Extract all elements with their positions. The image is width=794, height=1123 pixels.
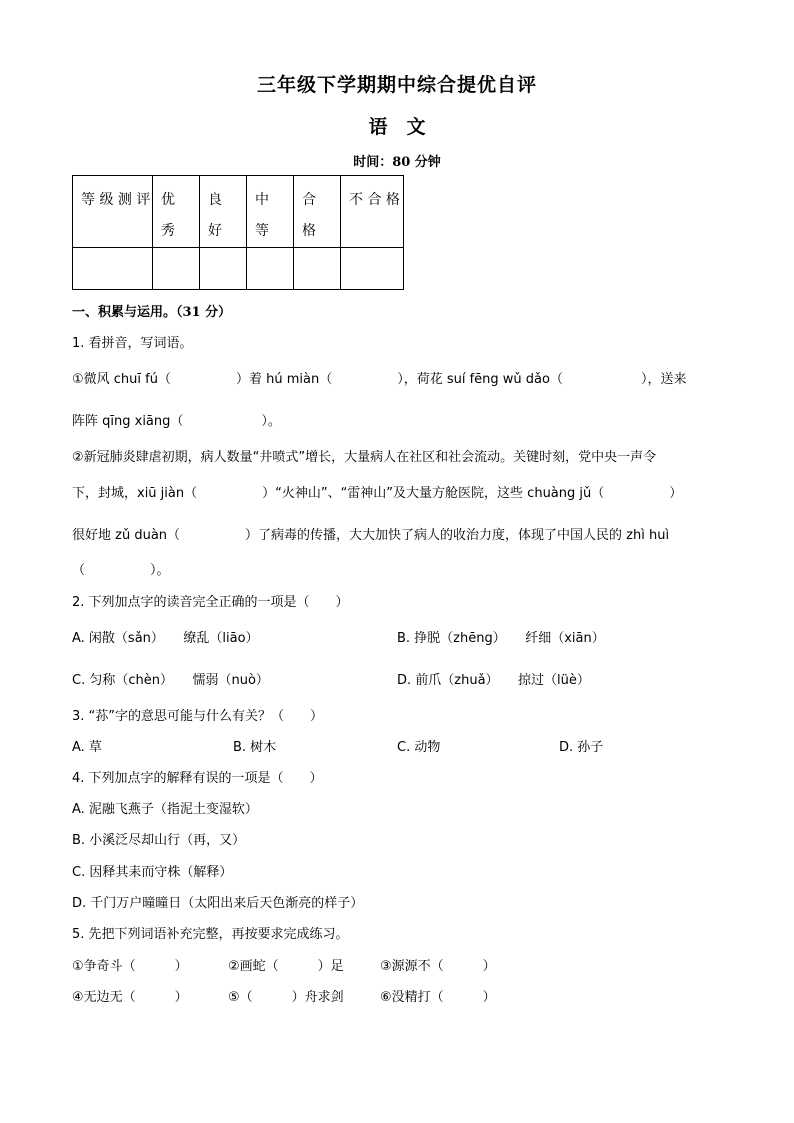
idiom-item: ③源源不（ ）	[380, 959, 496, 974]
grade-blank-cell[interactable]	[294, 248, 341, 290]
question-line: ①微风 chuī fú（ ）着 hú miàn（ ），荷花 suí fēng wǔ dǎo（ ），送来	[72, 372, 687, 387]
option-a[interactable]: A. 泥融飞燕子（指泥土变湿软）	[72, 802, 258, 817]
option-d[interactable]: D. 前爪（zhuǎ） 掠过（lüè）	[397, 673, 590, 688]
question-line: （ ）。	[72, 563, 170, 578]
grade-header-cell: 合 格	[294, 176, 341, 248]
question-stem: 4. 下列加点字的解释有误的一项是（ ）	[72, 771, 323, 786]
question-stem: 5. 先把下列词语补充完整，再按要求完成练习。	[72, 927, 349, 942]
grade-blank-cell[interactable]	[341, 248, 404, 290]
grade-header-cell: 良 好	[200, 176, 247, 248]
question-stem: 1. 看拼音，写词语。	[72, 336, 193, 351]
question-line: 很好地 zǔ duàn（ ）了病毒的传播，大大加快了病人的收治力度，体现了中国人民的 zhì huì	[72, 528, 670, 543]
grade-table	[72, 175, 404, 290]
grade-blank-cell[interactable]	[247, 248, 294, 290]
option-c[interactable]: C. 动物	[397, 740, 441, 755]
question-stem: 3. “荪”字的意思可能与什么有关？（ ）	[72, 709, 324, 724]
subject-title: 语 文	[368, 116, 426, 138]
grade-table-blank-row	[73, 248, 404, 290]
grade-header-cell: 等 级 测 评	[73, 176, 153, 248]
option-a[interactable]: A. 闲散（sǎn） 缭乱（liāo）	[72, 631, 259, 646]
grade-table-header-row	[73, 176, 404, 248]
idiom-item: ④无边无（ ）	[72, 990, 188, 1005]
option-b[interactable]: B. 树木	[233, 740, 277, 755]
question-line: 阵阵 qīng xiāng（ ）。	[72, 414, 281, 429]
option-d[interactable]: D. 孙子	[559, 740, 604, 755]
idiom-item: ⑥没精打（ ）	[380, 990, 496, 1005]
grade-header-cell: 不 合 格	[341, 176, 404, 248]
idiom-item: ①争奇斗（ ）	[72, 959, 188, 974]
idiom-item: ②画蛇（ ）足	[228, 959, 344, 974]
grade-blank-cell[interactable]	[153, 248, 200, 290]
idiom-item: ⑤（ ）舟求剑	[228, 990, 344, 1005]
option-c[interactable]: C. 因释其耒而守株（解释）	[72, 865, 233, 880]
question-stem: 2. 下列加点字的读音完全正确的一项是（ ）	[72, 595, 349, 610]
option-c[interactable]: C. 匀称（chèn） 懦弱（nuò）	[72, 673, 269, 688]
exam-time: 时间：80 分钟	[353, 155, 441, 170]
page-title: 三年级下学期期中综合提优自评	[256, 74, 537, 96]
question-line: 下，封城，xiū jiàn（ ）“火神山”、“雷神山”及大量方舱医院，这些 chuàng jǔ（ ）	[72, 486, 683, 501]
section-title: 一、积累与运用。（31 分）	[72, 305, 232, 320]
grade-blank-cell[interactable]	[200, 248, 247, 290]
grade-header-cell: 中 等	[247, 176, 294, 248]
grade-blank-cell[interactable]	[73, 248, 153, 290]
question-line: ②新冠肺炎肆虐初期，病人数量“井喷式”增长，大量病人在社区和社会流动。关键时刻，党中央一声令	[72, 450, 657, 465]
option-b[interactable]: B. 小溪泛尽却山行（再，又）	[72, 833, 246, 848]
option-a[interactable]: A. 草	[72, 740, 102, 755]
grade-header-cell: 优 秀	[153, 176, 200, 248]
option-b[interactable]: B. 挣脱（zhēng） 纤细（xiān）	[397, 631, 605, 646]
option-d[interactable]: D. 千门万户曈曈日（太阳出来后天色渐亮的样子）	[72, 896, 364, 911]
